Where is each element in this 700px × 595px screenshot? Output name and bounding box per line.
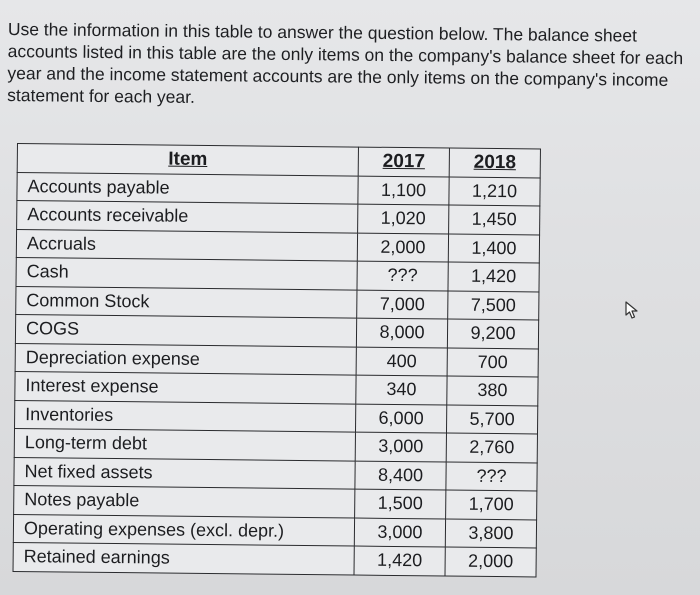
- row-value-2018: 1,700: [446, 490, 537, 519]
- header-2017: 2017: [358, 147, 449, 176]
- row-value-2017: 1,500: [355, 489, 446, 518]
- row-item-label: Retained earnings: [13, 542, 354, 574]
- row-value-2017: 3,000: [354, 518, 445, 547]
- row-item-label: Interest expense: [15, 371, 356, 403]
- header-item: Item: [17, 144, 358, 176]
- row-item-label: COGS: [15, 314, 356, 346]
- row-value-2017: 2,000: [357, 233, 448, 262]
- row-item-label: Inventories: [15, 400, 356, 432]
- row-value-2018: 700: [447, 348, 538, 377]
- row-value-2017: 340: [356, 375, 447, 404]
- row-item-label: Accounts payable: [17, 172, 358, 204]
- row-value-2018: ???: [446, 462, 537, 491]
- row-item-label: Accruals: [16, 229, 357, 261]
- data-table: [13, 143, 541, 577]
- header-2018: 2018: [449, 148, 540, 177]
- row-value-2018: 380: [447, 376, 538, 405]
- row-value-2018: 1,400: [448, 234, 539, 263]
- row-value-2017: 400: [356, 347, 447, 376]
- row-item-label: Common Stock: [16, 286, 357, 318]
- row-value-2018: 1,420: [448, 262, 539, 291]
- row-value-2017: 1,020: [358, 204, 449, 233]
- row-item-label: Net fixed assets: [14, 457, 355, 489]
- row-value-2017: 8,400: [355, 461, 446, 490]
- row-value-2018: 5,700: [446, 405, 537, 434]
- row-value-2018: 2,000: [445, 547, 536, 576]
- row-value-2017: ???: [357, 261, 448, 290]
- row-value-2017: 1,420: [354, 546, 445, 575]
- row-value-2018: 2,760: [446, 433, 537, 462]
- row-value-2017: 3,000: [355, 432, 446, 461]
- table-row: [13, 542, 536, 576]
- question-text: Use the information in this table to answer the question below. The balance sheet accounts listed in this table are the only items on the company's balance sheet for each year and the income statement accounts are the only items on the company's income statement for each year.: [7, 18, 684, 107]
- row-item-label: Notes payable: [14, 485, 355, 517]
- row-value-2018: 9,200: [447, 319, 538, 348]
- row-item-label: Cash: [16, 257, 357, 289]
- row-value-2017: 8,000: [356, 318, 447, 347]
- row-value-2018: 1,450: [449, 205, 540, 234]
- mouse-pointer-icon: [624, 300, 642, 320]
- row-item-label: Long-term debt: [14, 428, 355, 460]
- row-value-2017: 1,100: [358, 176, 449, 205]
- row-value-2018: 3,800: [445, 519, 536, 548]
- data-table-wrapper: [13, 143, 541, 577]
- row-value-2017: 6,000: [355, 404, 446, 433]
- row-item-label: Depreciation expense: [15, 343, 356, 375]
- row-value-2018: 7,500: [448, 291, 539, 320]
- row-value-2017: 7,000: [357, 290, 448, 319]
- row-item-label: Accounts receivable: [17, 201, 358, 233]
- row-item-label: Operating expenses (excl. depr.): [13, 514, 354, 546]
- row-value-2018: 1,210: [449, 177, 540, 206]
